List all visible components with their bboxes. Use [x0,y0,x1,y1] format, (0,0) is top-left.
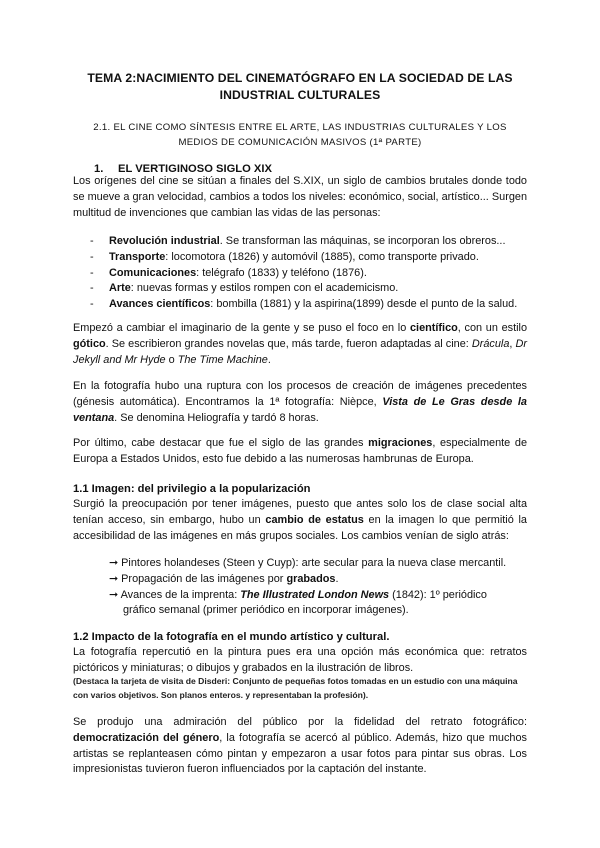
list-item-continuation: gráfico semanal (primer periódico en incorporar imágenes). [123,604,409,617]
text-run: Propagación de las imágenes por [121,572,287,585]
section-1-number: 1. [94,163,104,175]
section-1-intro: Los orígenes del cine se sitúan a finales del S.XIX, un siglo de cambios brutales donde todo se mueve a gran velocidad, cambios a todos los niveles: económico, social, artístico... Surgen multitud de invenciones que cambian las vidas de las personas: [73,175,527,219]
list-item [109,556,527,572]
bullet-dash: - [90,250,94,263]
text-run-bold-italic: Vista de Le Gras desde la ventana [73,395,527,424]
arrow-icon: ➞ [109,557,119,569]
list-item-term: Arte [109,282,131,295]
page-title [70,70,530,104]
text-run: Empezó a cambiar el imaginario de la gente y se puso el foco en lo [73,322,410,334]
list-item [109,572,527,588]
text-run: Avances de la imprenta: [120,588,241,601]
bullet-dash: - [90,282,94,295]
text-run: . [335,572,339,585]
arrow-icon: ➞ [109,572,119,585]
bullet-dash: - [90,298,94,311]
subtitle-line-1: 2.1. EL CINE COMO SÍNTESIS ENTRE EL ARTE, LAS INDUSTRIAS CULTURALES Y LOS [93,122,507,133]
section-1-1-heading: 1.1 Imagen: del privilegio a la popularización [73,483,311,495]
arrow-icon: ➞ [109,588,119,601]
text-run: . Se denomina Heliografía y tardó 8 horas. [114,411,319,424]
text-run: , con un estilo [457,322,528,334]
inventions-list [73,234,533,313]
text-run: Se produjo una admiración del público por la fidelidad del retrato fotográfico: [73,716,527,728]
text-run-bold: democratización del género [73,731,220,744]
text-run-italic: The Time Machine [177,353,268,366]
text-run-bold: cambio de estatus [265,513,364,526]
text-run-italic: Dr Jekyll and Mr Hyde [73,337,527,366]
text-run-italic: Drácula [471,337,510,350]
list-item-text: : locomotora (1826) y automóvil (1885), como transporte privado. [165,250,479,263]
text-run-bold-italic: The Illustrated London News [240,588,390,601]
paragraph-migraciones [73,436,527,468]
bullet-dash: - [90,266,94,279]
text-run: , [509,337,516,350]
paragraph-imagen [73,497,527,544]
section-1-2-heading: 1.2 Impacto de la fotografía en el mundo artístico y cultural. [73,631,390,643]
paragraph-admiracion [73,715,527,778]
text-run-bold: migraciones [368,437,433,449]
changes-list [109,556,527,619]
title-line-1: TEMA 2:NACIMIENTO DEL CINEMATÓGRAFO EN LA SOCIEDAD DE LAS [87,71,513,85]
list-item-text: : telégrafo (1833) y teléfono (1876). [196,266,367,279]
text-run: Surgió la preocupación por tener imágenes, puesto que antes solo los de clase social alta tenían acceso, sin embargo, hubo un [73,498,527,526]
list-item [73,281,533,297]
subtitle-line-2: MEDIOS DE COMUNICACIÓN MASIVOS (1ª PARTE) [178,137,422,148]
text-run: o [165,353,178,366]
list-item-term: Comunicaciones [109,266,197,279]
list-item-term: Transporte [109,250,166,263]
paragraph-imaginario [73,321,527,368]
text-run: , especialmente de Europa a Estados Unidos, esto fue debido a las numerosas hambrunas de Europa. [73,437,527,465]
text-run: Por último, cabe destacar que fue el siglo de las grandes [73,437,369,449]
note-disderi: (Destaca la tarjeta de visita de Disderi: Conjunto de pequeñas fotos tomadas en un estudio con una máquina con varios objetivos. Son planos enteros. y representaban la profesión). [73,676,518,700]
list-item-term: Revolución industrial [109,235,220,247]
bullet-dash: - [90,235,94,247]
text-run-bold: científico [409,322,458,334]
list-item-term: Avances científicos [109,298,211,311]
list-item [73,250,533,266]
list-item [73,266,533,282]
text-run: . [267,353,271,366]
page-subtitle [78,120,522,150]
text-run: En la fotografía hubo una ruptura con los procesos de creación de imágenes precedentes (génesis automática). Encontramos la 1ª fotografía: Nièpce, [73,380,527,408]
text-run: , la fotografía se acercó al público. Además, hizo que muchos artistas se replanteasen cómo pintan y empezaron a usar fotos para pintar sus obras. Los impresionistas tuvieron fueron influenciados por la captación del instante. [73,731,527,776]
list-item-text: . Se transforman las máquinas, se incorporan los obreros... [219,235,506,247]
paragraph-impacto: La fotografía repercutió en la pintura pues era una opción más económica que: retratos pictóricos y miniaturas; o dibujos y grabados en la ilustración de libros. [73,646,527,674]
paragraph-fotografia [73,379,527,426]
text-run: . Se escribieron grandes novelas que, más tarde, fueron adaptadas al cine: [105,337,472,350]
list-item [73,297,533,313]
list-item [73,234,533,250]
title-line-2: INDUSTRIAL CULTURALES [219,88,381,102]
text-run-bold: grabados [286,572,336,585]
list-item [109,588,527,604]
list-item-text: : bombilla (1881) y la aspirina(1899) desde el punto de la salud. [210,298,518,311]
text-run: (1842): 1º periódico [389,588,487,601]
text-run: Pintores holandeses (Steen y Cuyp): arte secular para la nueva clase mercantil. [121,557,507,569]
text-run: en la imagen lo que permitió la accesibilidad de las imágenes en más grupos sociales. Los cambios venían de siglo atrás: [73,513,527,542]
list-item-text: : nuevas formas y estilos rompen con el academicismo. [130,282,399,295]
section-1-title: EL VERTIGINOSO SIGLO XIX [118,163,272,175]
text-run-bold: gótico [73,337,106,350]
